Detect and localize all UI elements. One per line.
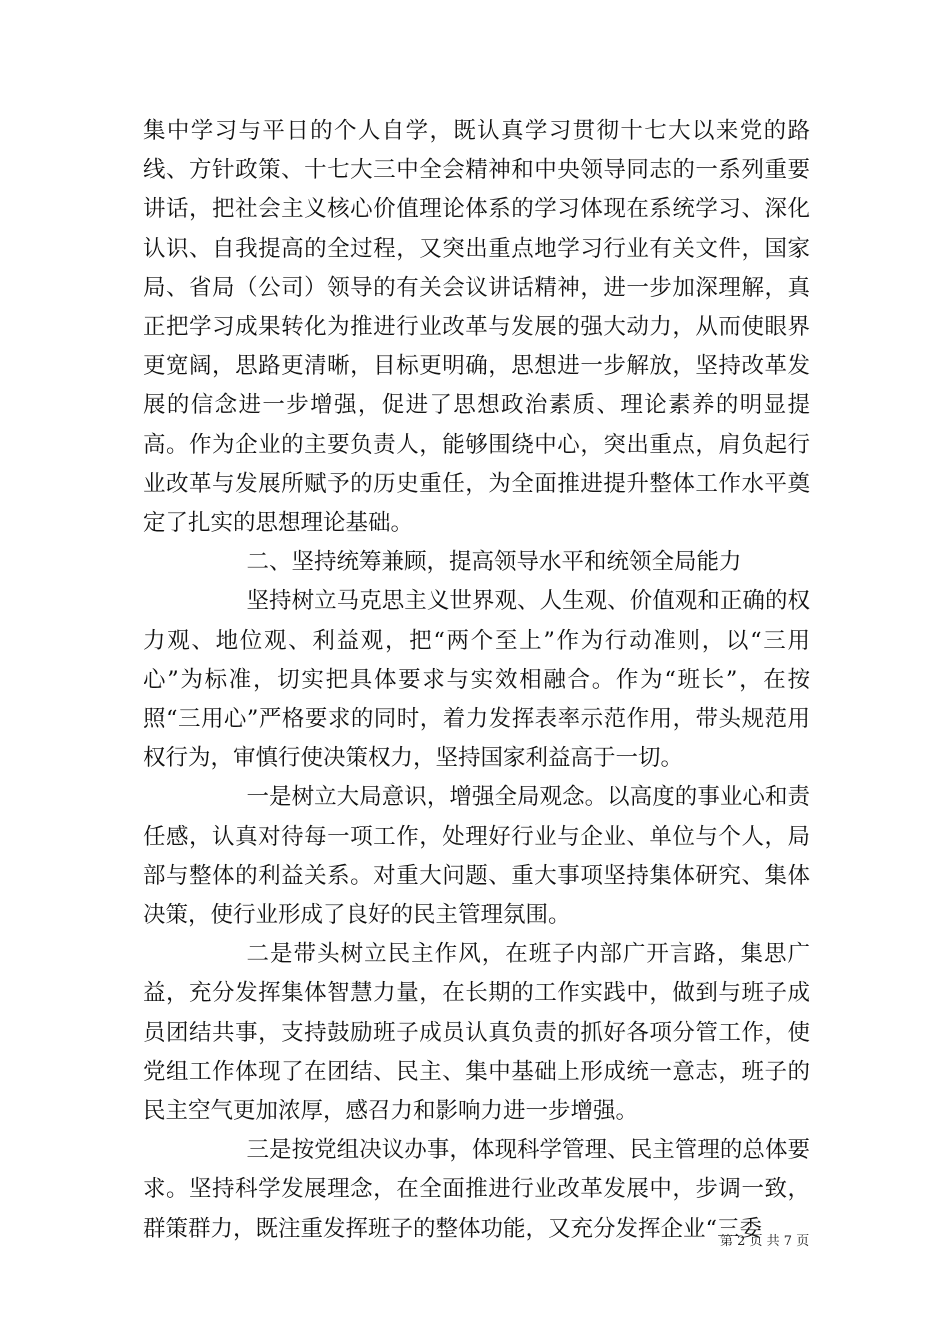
page-number: 第 2 页 共 7 页 [720, 1234, 810, 1249]
document-body [143, 112, 810, 1249]
section-heading: 二、坚持统筹兼顾，提高领导水平和统领全局能力 [246, 549, 742, 576]
paragraph-point-two: 二是带头树立民主作风，在班子内部广开言路，集思广益，充分发挥集体智慧力量，在长期的工作实践中，做到与班子成员团结共事，支持鼓励班子成员认真负责的抓好各项分管工作，使党组工作体现了在团结、民主、集中基础上形成统一意志，班子的民主空气更加浓厚，感召力和影响力进一步增强。 [143, 941, 810, 1125]
paragraph-worldview: 坚持树立马克思主义世界观、人生观、价值观和正确的权力观、地位观、利益观，把“两个至上”作为行动准则，以“三用心”为标准，切实把具体要求与实效相融合。作为“班长”，在按照“三用心”严格要求的同时，着力发挥表率示范作用，带头规范用权行为，审慎行使决策权力，坚持国家利益高于一切。 [143, 588, 810, 772]
paragraph-point-three: 三是按党组决议办事，体现科学管理、民主管理的总体要求。坚持科学发展理念，在全面推进行业改革发展中，步调一致，群策群力，既注重发挥班子的整体功能，又充分发挥企业“三委 [143, 1137, 810, 1242]
paragraph-point-one: 一是树立大局意识，增强全局观念。以高度的事业心和责任感，认真对待每一项工作，处理好行业与企业、单位与个人，局部与整体的利益关系。对重大问题、重大事项坚持集体研究、集体决策，使行业形成了良好的民主管理氛围。 [143, 784, 810, 929]
paragraph-study-summary: 集中学习与平日的个人自学，既认真学习贯彻十七大以来党的路线、方针政策、十七大三中全会精神和中央领导同志的一系列重要讲话，把社会主义核心价值理论体系的学习体现在系统学习、深化认识、自我提高的全过程，又突出重点地学习行业有关文件，国家局、省局（公司）领导的有关会议讲话精神，进一步加深理解，真正把学习成果转化为推进行业改革与发展的强大动力，从而使眼界更宽阔，思路更清晰，目标更明确，思想进一步解放，坚持改革发展的信念进一步增强，促进了思想政治素质、理论素养的明显提高。作为企业的主要负责人，能够围绕中心，突出重点，肩负起行业改革与发展所赋予的历史重任，为全面推进提升整体工作水平奠定了扎实的思想理论基础。 [143, 118, 810, 537]
